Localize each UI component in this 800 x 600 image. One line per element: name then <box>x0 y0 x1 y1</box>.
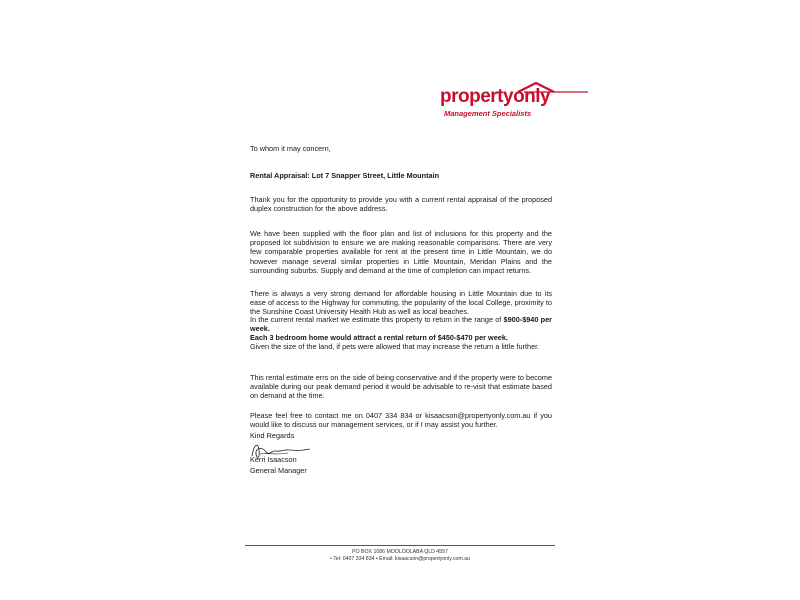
paragraph-estimate <box>250 315 552 351</box>
signer-name: Kerri Isaacson <box>250 455 297 464</box>
paragraph-demand: There is always a very strong demand for affordable housing in Little Mountain due to its ease of access to the Highway for commuting, the popularity of the local College, proximity to the Sunshine Coast University Health Hub as well as local beaches. <box>250 289 552 317</box>
bullet-icon: • <box>330 556 332 562</box>
footer-address: PO BOX 1086 MOOLOOLABA QLD 4557 <box>352 549 448 555</box>
paragraph-comparisons: We have been supplied with the floor plan and list of inclusions for this property and the proposed lot subdivision to ensure we are making reasonable comparisons. There are very few comparable properties available for rent at the present time in Little Mountain, we do however manage several similar properties in Little Mountain, Meridan Plains and the surrounding suburbs. Supply and demand at the time of completion can impact returns. <box>250 229 552 275</box>
estimate-intro: In the current rental market we estimate this property to return in the range of <box>250 315 504 324</box>
estimate-range: $900-$940 per week. <box>250 315 553 334</box>
footer-divider <box>245 545 555 546</box>
paragraph-conservative: This rental estimate errs on the side of being conservative and if the property were to become available during our peak demand period it would be advisable to re-visit that estimate based on demand at the time. <box>250 373 552 401</box>
footer-contact <box>245 556 555 562</box>
logo-tagline: Management Specialists <box>444 109 532 118</box>
estimate-pets-note: Given the size of the land, if pets were allowed that may increase the return a little further. <box>250 342 540 352</box>
paragraph-intro: Thank you for the opportunity to provide you with a current rental appraisal of the proposed duplex construction for the above address. <box>250 195 552 214</box>
salutation: To whom it may concern, <box>250 144 331 153</box>
company-logo <box>440 80 590 120</box>
estimate-per-home: Each 3 bedroom home would attract a rental return of $450-$470 per week. <box>250 333 508 343</box>
closing: Kind Regards <box>250 431 295 440</box>
subject-line: Rental Appraisal: Lot 7 Snapper Street, Little Mountain <box>250 171 440 180</box>
logo-wordmark: propertyonly <box>440 86 551 107</box>
signer-title: General Manager <box>250 466 307 475</box>
paragraph-contact: Please feel free to contact me on 0407 334 834 or kisaacson@propertyonly.com.au if you would like to discuss our management services, or if I may assist you further. <box>250 411 552 430</box>
footer-contact-text: Tel: 0407 334 834 • Email: kisaacson@propertyonly.com.au <box>333 556 470 562</box>
